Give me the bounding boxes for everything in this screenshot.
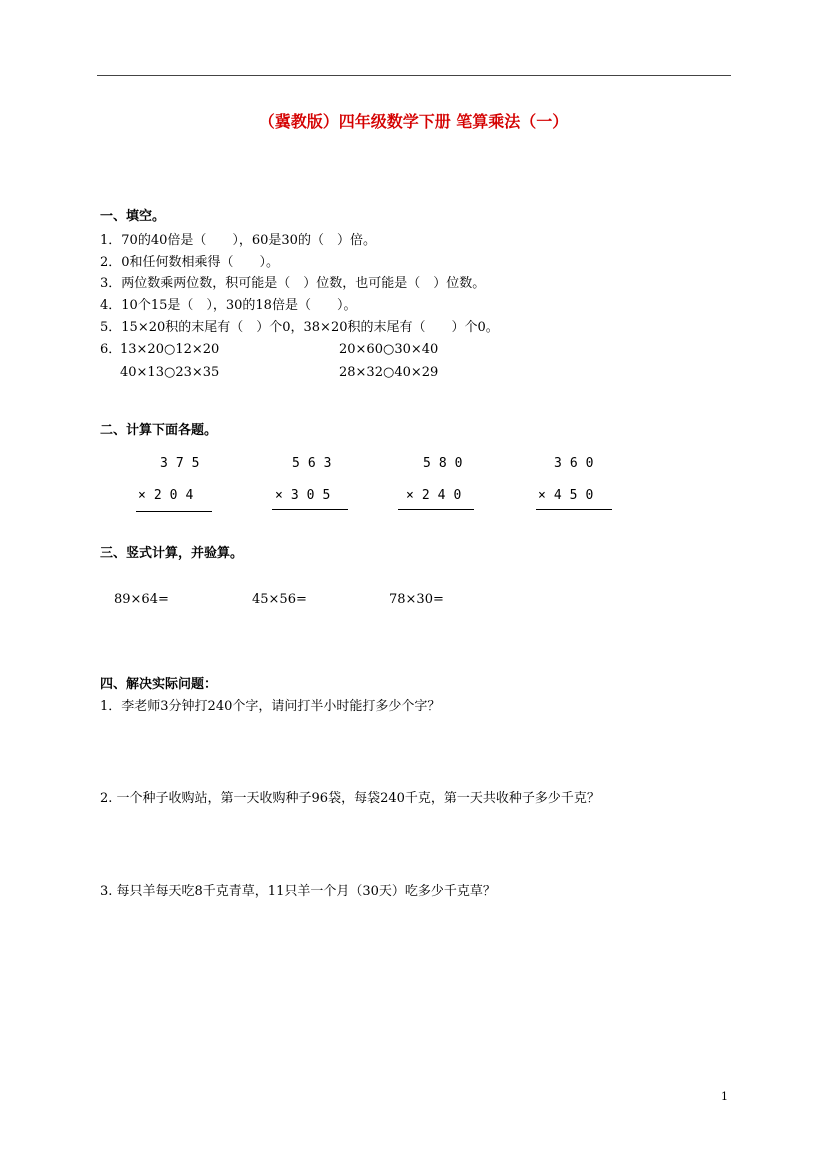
problem-3-bottom: ×240	[406, 488, 470, 503]
word-problem-1: 1．李老师3分钟打240个字，请问打半小时能打多少个字？	[100, 699, 441, 714]
compare-row2-right: 28×32○40×29	[339, 365, 439, 380]
problem-3-top: 580	[423, 456, 471, 471]
problem-4-bottom: ×450	[538, 488, 602, 503]
fill-item-2: 2．0和任何数相乘得（ ）。	[100, 255, 280, 270]
compare-row1-right: 20×60○30×40	[339, 342, 439, 357]
fill-item-5: 5．15×20积的末尾有（ ）个0，38×20积的末尾有（ ）个0。	[100, 320, 499, 335]
section-4-heading: 四、解决实际问题：	[100, 677, 218, 692]
section-2-heading: 二、计算下面各题。	[100, 423, 218, 438]
vertical-calc-3: 78×30=	[389, 592, 444, 607]
word-problem-2: 2. 一个种子收购站，第一天收购种子96袋，每袋240千克，第一天共收种子多少千克？	[100, 791, 600, 806]
compare-row2-left: 40×13○23×35	[120, 365, 220, 380]
compare-row1-left: 13×20○12×20	[120, 342, 220, 357]
vertical-calc-2: 45×56=	[252, 592, 307, 607]
header-rule	[97, 75, 731, 76]
problem-2-top: 563	[292, 456, 340, 471]
problem-1-top: 375	[160, 456, 208, 471]
word-problem-3: 3. 每只羊每天吃8千克青草，11只羊一个月（30天）吃多少千克草？	[100, 884, 496, 899]
fill-item-3: 3．两位数乘两位数，积可能是（ ）位数，也可能是（ ）位数。	[100, 276, 486, 291]
problem-4-line	[536, 509, 612, 510]
section-1-heading: 一、填空。	[100, 209, 166, 224]
problem-1-line	[136, 511, 212, 512]
compare-label: 6．	[100, 342, 122, 357]
vertical-calc-1: 89×64=	[114, 592, 169, 607]
fill-item-1: 1．70的40倍是（ ），60是30的（ ）倍。	[100, 233, 376, 248]
problem-2-line	[272, 509, 348, 510]
section-3-heading: 三、竖式计算，并验算。	[100, 546, 244, 561]
problem-4-top: 360	[554, 456, 602, 471]
page-number: 1	[721, 1090, 728, 1103]
problem-2-bottom: ×305	[275, 488, 339, 503]
problem-1-bottom: ×204	[138, 488, 202, 503]
problem-3-line	[398, 509, 474, 510]
page-title: （冀教版）四年级数学下册 笔算乘法（一）	[258, 112, 569, 131]
fill-item-4: 4．10个15是（ ），30的18倍是（ ）。	[100, 298, 357, 313]
